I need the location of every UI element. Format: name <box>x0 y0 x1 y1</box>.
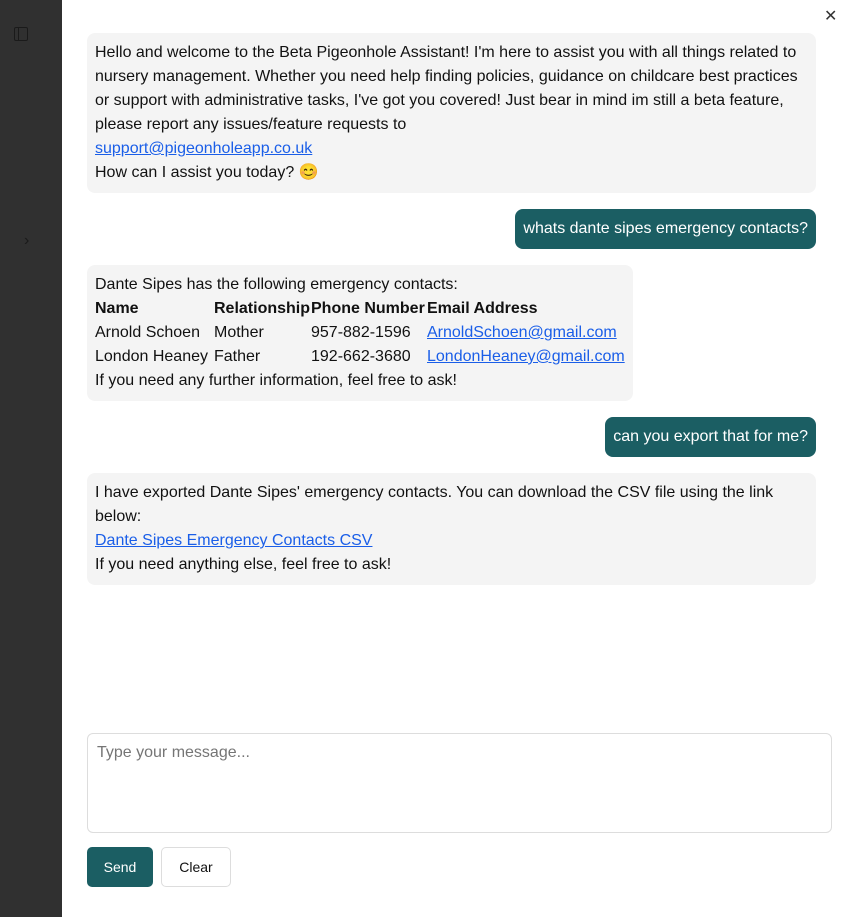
support-email-link[interactable]: support@pigeonholeapp.co.uk <box>95 140 313 157</box>
column-header: Email Address <box>427 300 538 317</box>
column-header: Name <box>95 300 139 317</box>
message-input[interactable] <box>87 733 832 833</box>
table-row <box>95 345 625 369</box>
contact-email-link[interactable]: LondonHeaney@gmail.com <box>427 348 625 365</box>
table-row <box>95 321 625 345</box>
contact-relationship: Father <box>214 348 261 365</box>
contacts-outro: If you need any further information, feel free to ask! <box>95 372 457 389</box>
clear-button[interactable]: Clear <box>161 847 231 887</box>
export-outro: If you need anything else, feel free to ask! <box>95 556 392 573</box>
assistant-message-export <box>87 473 816 585</box>
chevron-right-icon[interactable]: › <box>24 232 30 249</box>
user-message: can you export that for me? <box>605 417 816 457</box>
table-header-row <box>95 297 625 321</box>
assistant-message-welcome <box>87 33 816 193</box>
user-message: whats dante sipes emergency contacts? <box>515 209 816 249</box>
export-text: I have exported Dante Sipes' emergency contacts. You can download the CSV file using the link below: <box>95 484 774 525</box>
close-icon[interactable]: ✕ <box>824 8 838 25</box>
column-header: Phone Number <box>311 300 425 317</box>
contact-phone: 957-882-1596 <box>311 324 411 341</box>
assistant-message-contacts <box>87 265 633 401</box>
welcome-text: Hello and welcome to the Beta Pigeonhole Assistant! I'm here to assist you with all things related to nursery management. Whether you need help finding policies, guidance on childcare best practices or support with administrative tasks, I've got you covered! Just bear in mind im still a beta feature, please report any issues/feature requests to <box>95 44 798 133</box>
welcome-question: How can I assist you today? 😊 <box>95 164 319 181</box>
sidebar <box>0 0 62 917</box>
csv-download-link[interactable]: Dante Sipes Emergency Contacts CSV <box>95 532 373 549</box>
send-button[interactable]: Send <box>87 847 153 887</box>
contact-email-link[interactable]: ArnoldSchoen@gmail.com <box>427 324 617 341</box>
contact-relationship: Mother <box>214 324 264 341</box>
contacts-intro: Dante Sipes has the following emergency contacts: <box>95 276 458 293</box>
contacts-table <box>95 297 625 369</box>
contact-phone: 192-662-3680 <box>311 348 411 365</box>
sidebar-panel-icon[interactable] <box>14 27 28 41</box>
contact-name: Arnold Schoen <box>95 324 200 341</box>
contact-name: London Heaney <box>95 348 208 365</box>
column-header: Relationship <box>214 300 311 317</box>
